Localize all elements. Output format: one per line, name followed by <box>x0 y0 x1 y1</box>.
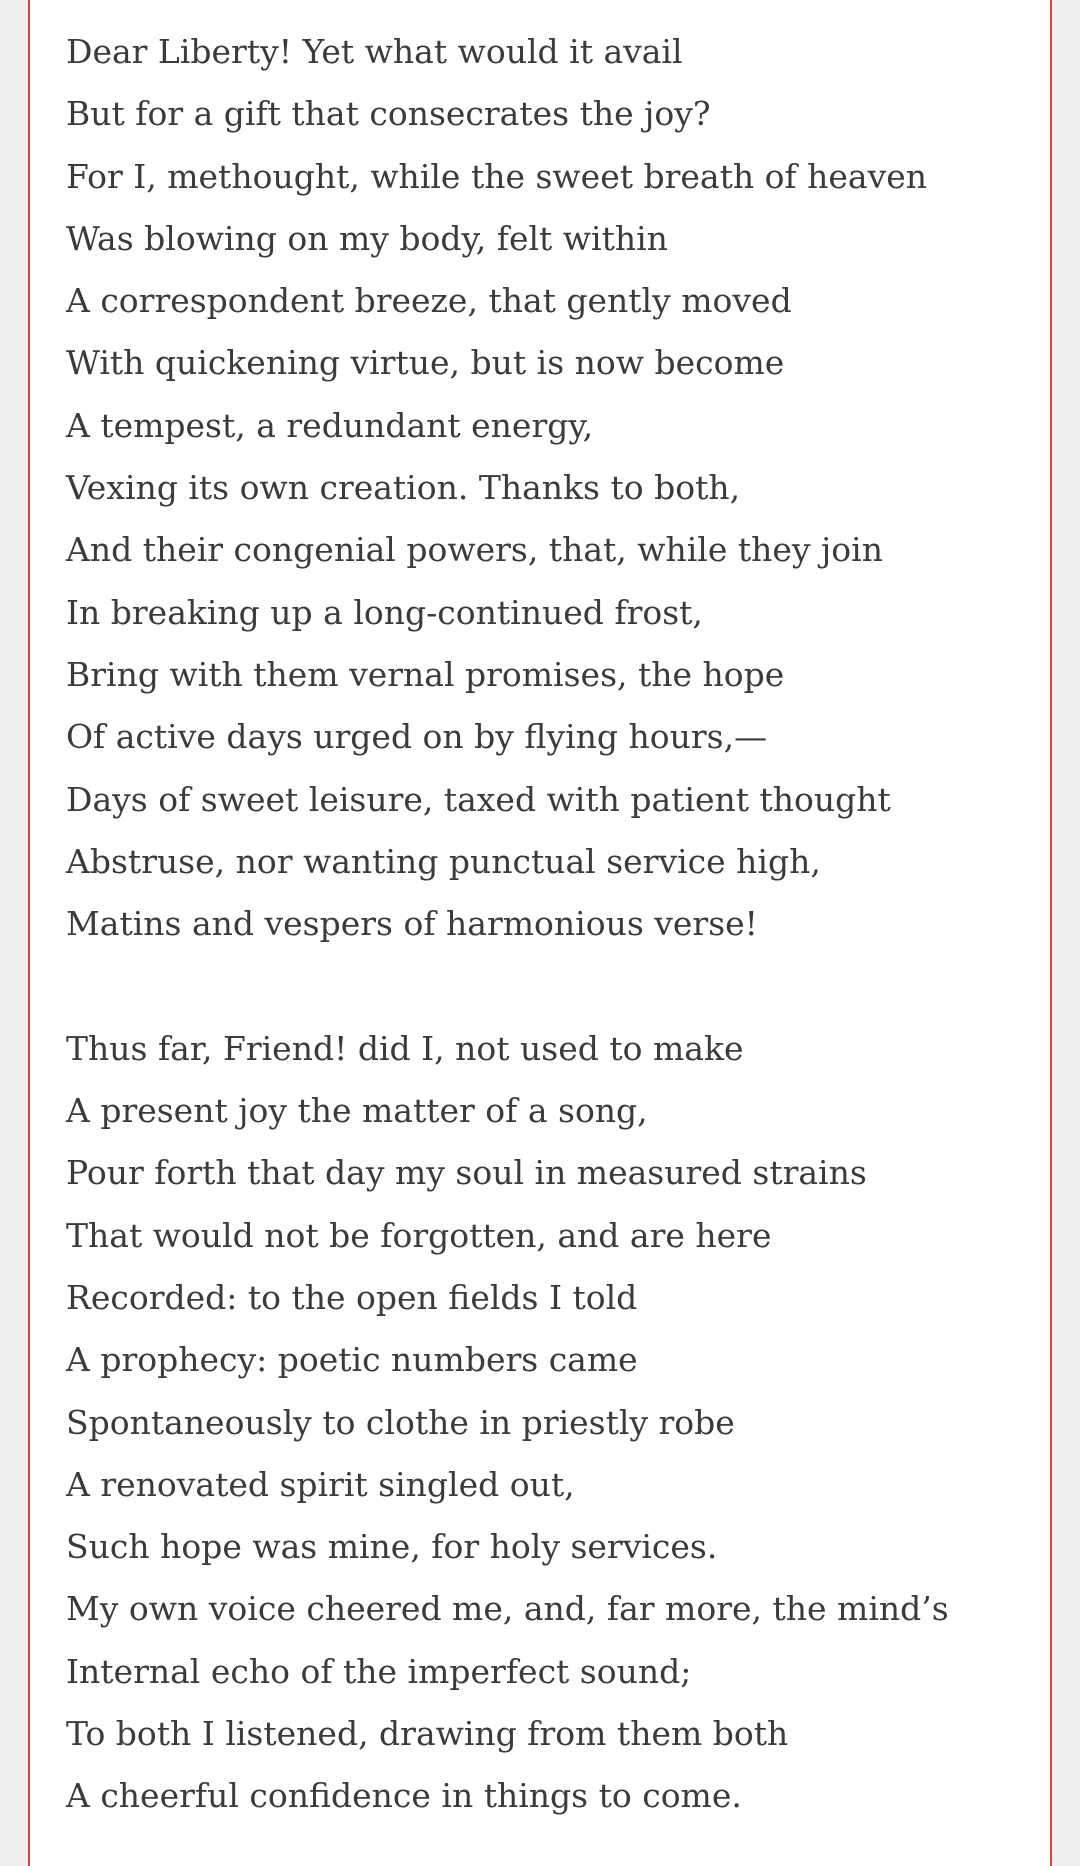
poem-line: Such hope was mine, for holy services. <box>66 1527 718 1567</box>
poem-line: To both I listened, drawing from them both <box>66 1714 789 1754</box>
poem-line: Pour forth that day my soul in measured strains <box>66 1153 867 1193</box>
poem-line: With quickening virtue, but is now become <box>66 343 785 383</box>
poem-line: Vexing its own creation. Thanks to both, <box>66 468 741 508</box>
poem-line: Dear Liberty! Yet what would it avail <box>66 32 683 71</box>
poem-line: And their congenial powers, that, while they join <box>66 530 883 570</box>
poem-line: A correspondent breeze, that gently moved <box>66 281 792 321</box>
poem-line: A cheerful confidence in things to come. <box>66 1776 742 1816</box>
poem-line: But for a gift that consecrates the joy? <box>66 94 711 134</box>
stanza-2 <box>66 1018 949 1828</box>
stanza-1 <box>66 21 949 955</box>
poem-line: In breaking up a long-continued frost, <box>66 592 703 632</box>
poem-line: A renovated spirit singled out, <box>66 1464 575 1504</box>
poem-line: A prophecy: poetic numbers came <box>66 1340 638 1380</box>
poem <box>66 21 949 1828</box>
poem-line: Spontaneously to clothe in priestly robe <box>66 1402 735 1442</box>
poem-line: Of active days urged on by flying hours,— <box>66 717 768 757</box>
poem-line: A present joy the matter of a song, <box>66 1091 648 1131</box>
poem-line: Thus far, Friend! did I, not used to make <box>66 1028 744 1068</box>
poem-line: That would not be forgotten, and are here <box>66 1215 772 1255</box>
poem-line: Matins and vespers of harmonious verse! <box>66 904 758 944</box>
poem-line: Abstruse, nor wanting punctual service high, <box>66 841 821 881</box>
poem-line: Internal echo of the imperfect sound; <box>66 1651 692 1691</box>
poem-line: Was blowing on my body, felt within <box>66 218 668 258</box>
poem-line: For I, methought, while the sweet breath of heaven <box>66 156 928 196</box>
poem-line: Bring with them vernal promises, the hope <box>66 654 785 694</box>
poem-line: A tempest, a redundant energy, <box>66 405 594 445</box>
page-content <box>28 0 1052 1866</box>
poem-line: My own voice cheered me, and, far more, the mind’s <box>66 1589 949 1629</box>
poem-line: Days of sweet leisure, taxed with patient thought <box>66 779 891 819</box>
poem-line: Recorded: to the open fields I told <box>66 1277 638 1317</box>
